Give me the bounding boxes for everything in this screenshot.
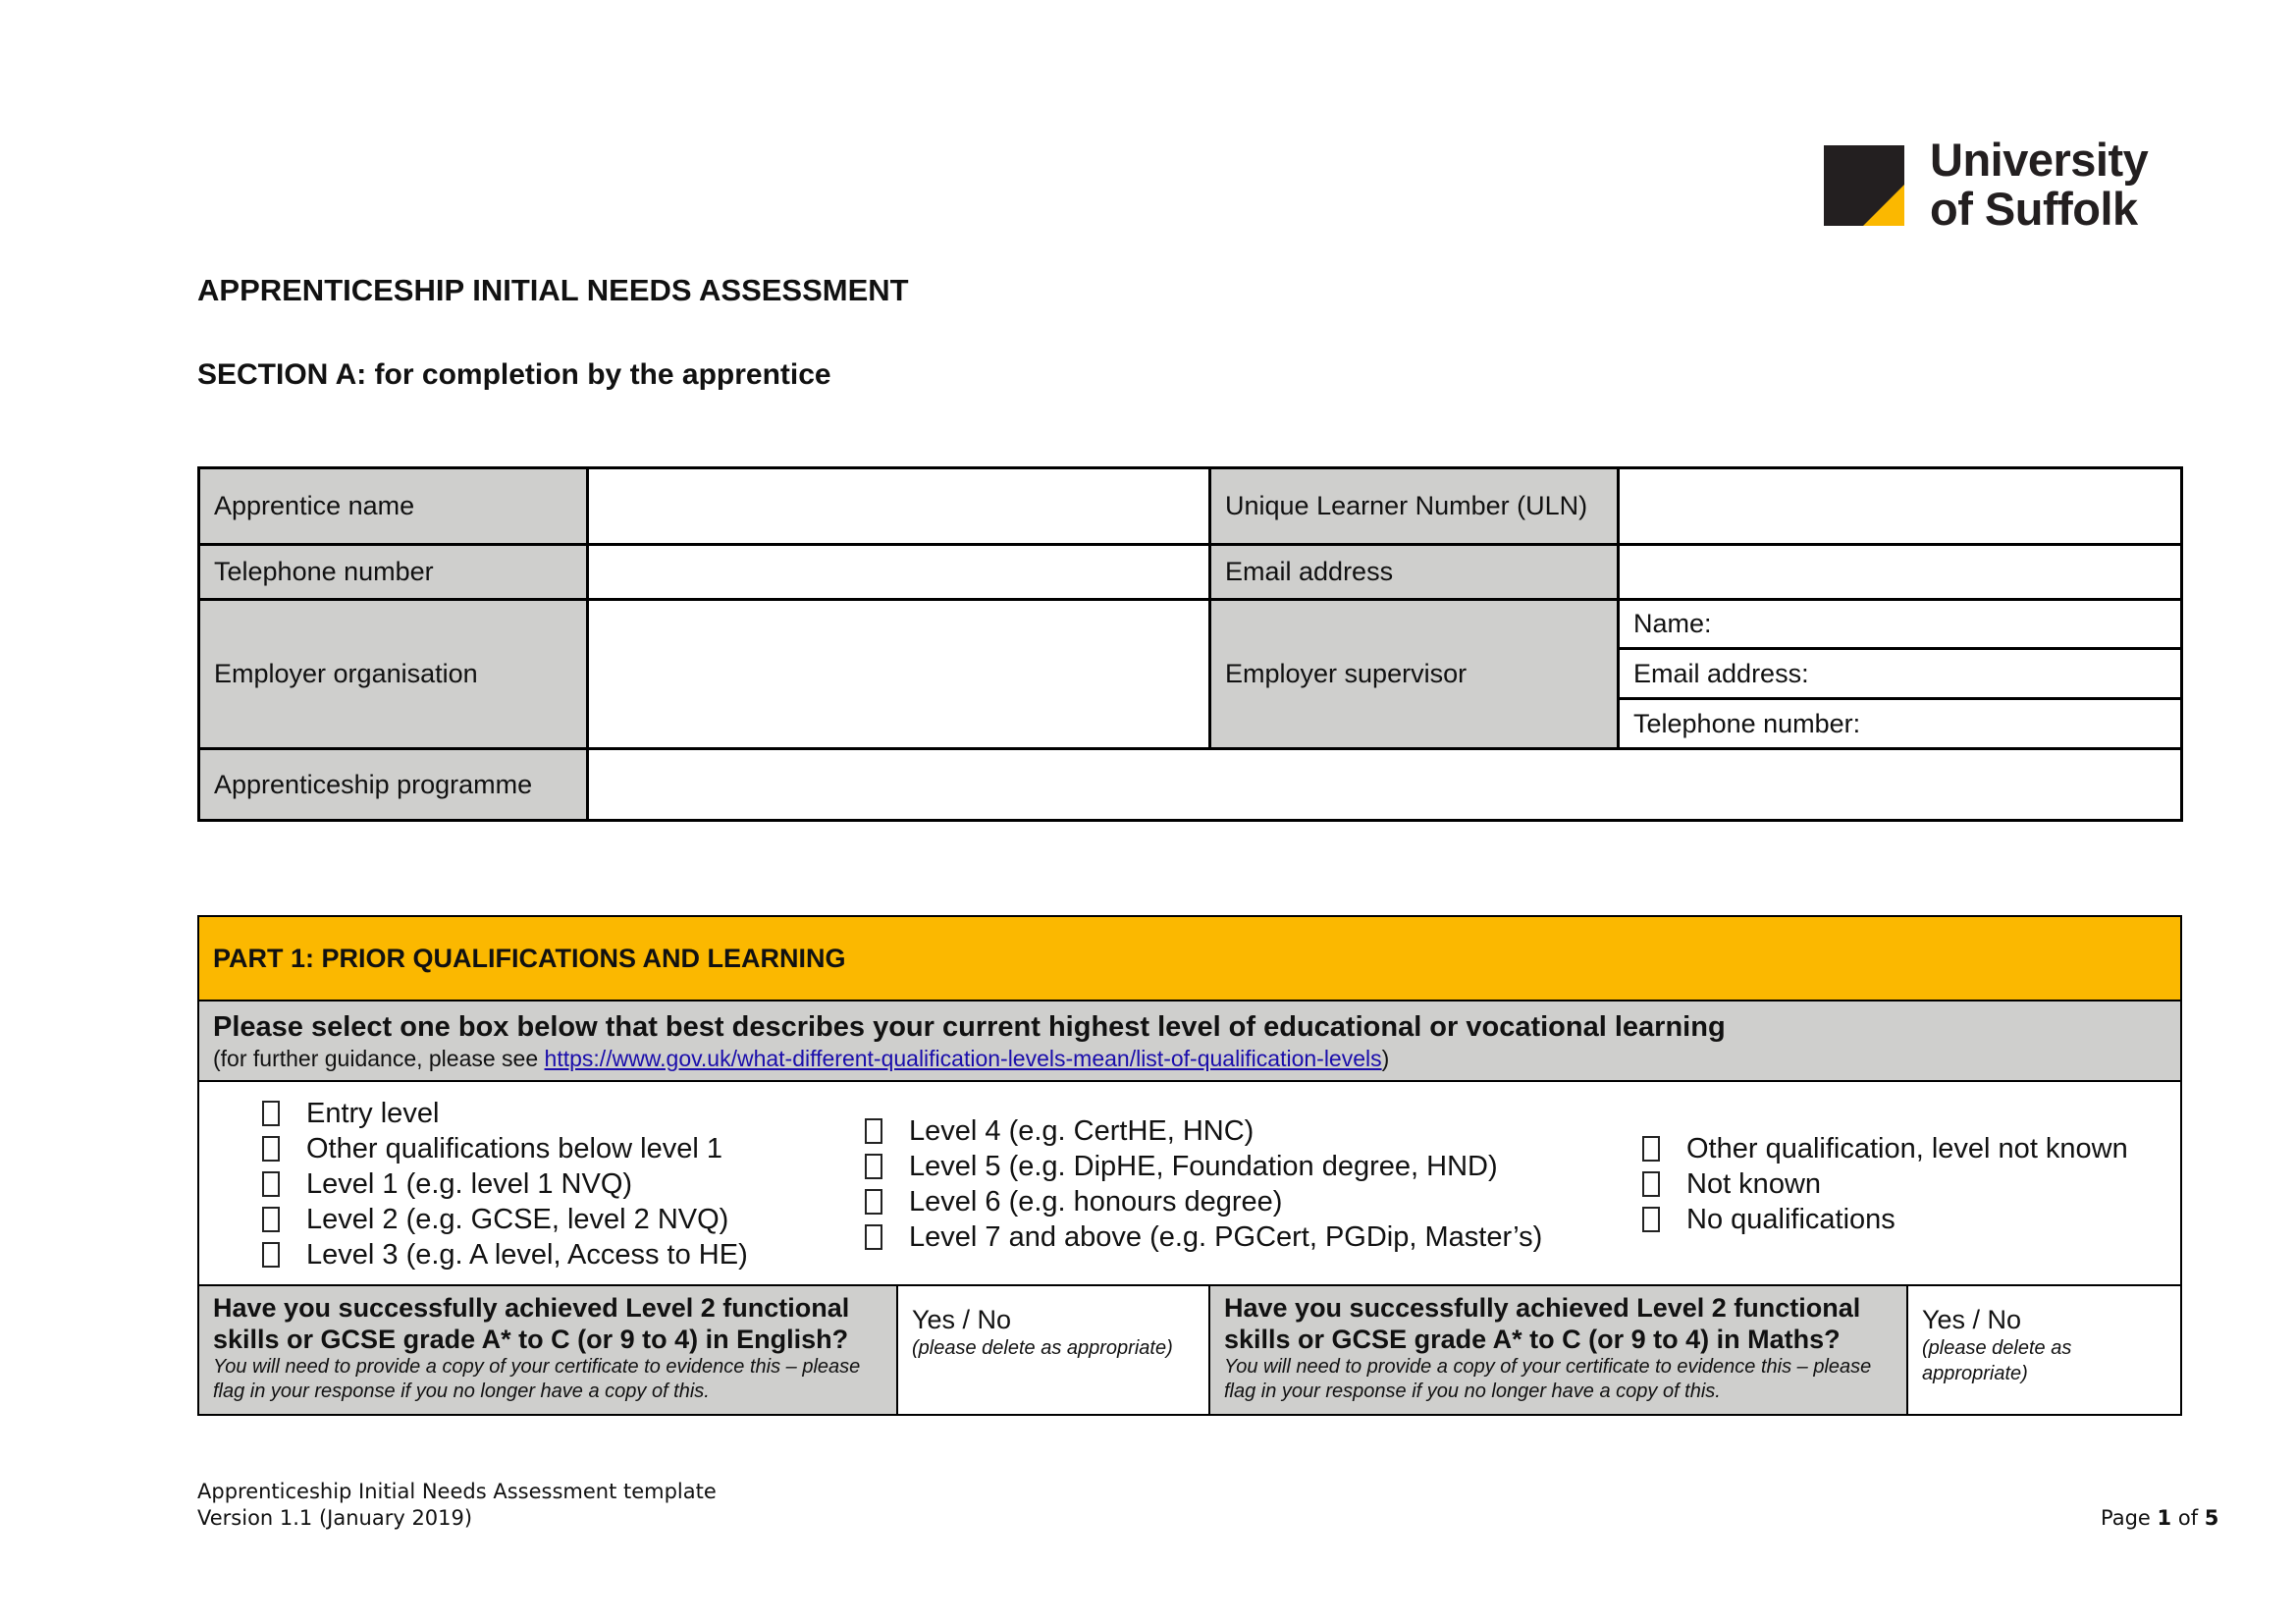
option-level-not-known[interactable] (1642, 1131, 2128, 1166)
uln-label: Unique Learner Number (ULN) (1210, 468, 1619, 545)
english-yes-no-note: (please delete as appropriate) (912, 1337, 1173, 1359)
page-total: 5 (2204, 1506, 2219, 1530)
option-level-3[interactable] (262, 1237, 748, 1272)
option-label: No qualifications (1686, 1204, 1896, 1235)
qualification-instruction: Please select one box below that best describes your current highest level of educational or vocational learning (213, 1011, 1726, 1043)
options-column-2 (865, 1113, 1542, 1255)
checkbox-icon[interactable] (262, 1242, 280, 1268)
checkbox-icon[interactable] (1642, 1171, 1660, 1197)
checkbox-icon[interactable] (262, 1136, 280, 1162)
logo-mark-icon (1824, 145, 1904, 226)
employer-supervisor-label: Employer supervisor (1210, 600, 1619, 749)
option-label: Level 5 (e.g. DipHE, Foundation degree, HND) (909, 1151, 1498, 1182)
english-question-text: Have you successfully achieved Level 2 functional skills or GCSE grade A* to C (or 9 to 4) in English? (213, 1293, 850, 1354)
university-logo (1824, 134, 2197, 238)
option-label: Entry level (306, 1098, 440, 1129)
apprentice-details-table (197, 466, 2183, 822)
supervisor-telephone-field[interactable]: Telephone number: (1619, 699, 2182, 749)
option-not-known[interactable] (1642, 1166, 2128, 1202)
option-level-4[interactable] (865, 1113, 1542, 1149)
checkbox-icon[interactable] (1642, 1136, 1660, 1162)
footer-version: Version 1.1 (January 2019) (197, 1506, 473, 1530)
guidance-text (213, 1045, 2166, 1072)
page-of: of (2177, 1506, 2199, 1530)
part1-heading: PART 1: PRIOR QUALIFICATIONS AND LEARNING (198, 916, 2181, 1001)
checkbox-icon[interactable] (865, 1189, 882, 1215)
telephone-field[interactable] (588, 545, 1210, 600)
option-below-level-1[interactable] (262, 1131, 748, 1166)
guidance-prefix: (for further guidance, please see (213, 1046, 545, 1071)
option-level-2[interactable] (262, 1202, 748, 1237)
maths-yes-no-note: (please delete as appropriate) (1922, 1337, 2072, 1384)
option-label: Other qualifications below level 1 (306, 1133, 722, 1164)
programme-label: Apprenticeship programme (199, 749, 588, 821)
option-label: Level 1 (e.g. level 1 NVQ) (306, 1168, 633, 1200)
footer-template-name: Apprenticeship Initial Needs Assessment template (197, 1480, 717, 1503)
page-label: Page (2101, 1506, 2151, 1530)
logo-line-1: University (1930, 134, 2149, 186)
page-title: APPRENTICESHIP INITIAL NEEDS ASSESSMENT (197, 273, 909, 307)
email-field[interactable] (1619, 545, 2182, 600)
qualification-prompt (198, 1001, 2181, 1081)
option-entry-level[interactable] (262, 1096, 748, 1131)
maths-answer[interactable] (1907, 1285, 2181, 1415)
apprentice-name-label: Apprentice name (199, 468, 588, 545)
supervisor-email-field[interactable]: Email address: (1619, 649, 2182, 699)
option-label: Level 3 (e.g. A level, Access to HE) (306, 1239, 748, 1271)
guidance-link[interactable]: https://www.gov.uk/what-different-qualification-levels-mean/list-of-qualification-levels (544, 1046, 1382, 1071)
option-label: Level 6 (e.g. honours degree) (909, 1186, 1283, 1218)
email-label: Email address (1210, 545, 1619, 600)
checkbox-icon[interactable] (865, 1118, 882, 1144)
checkbox-icon[interactable] (262, 1101, 280, 1126)
checkbox-icon[interactable] (262, 1207, 280, 1232)
options-column-3 (1642, 1131, 2128, 1237)
english-yes-no[interactable]: Yes / No (912, 1305, 1012, 1334)
english-answer[interactable] (897, 1285, 1209, 1415)
footer-info (197, 1479, 717, 1532)
prior-qualifications-table (197, 915, 2182, 1416)
english-question-note: You will need to provide a copy of your certificate to evidence this – please flag in your response if you no longer have a copy of this. (213, 1356, 861, 1402)
section-title: SECTION A: for completion by the apprentice (197, 358, 831, 391)
checkbox-icon[interactable] (865, 1224, 882, 1250)
maths-yes-no[interactable]: Yes / No (1922, 1305, 2022, 1334)
telephone-label: Telephone number (199, 545, 588, 600)
checkbox-icon[interactable] (262, 1171, 280, 1197)
logo-wordmark (1930, 135, 2148, 234)
employer-organisation-field[interactable] (588, 600, 1210, 749)
option-level-6[interactable] (865, 1184, 1542, 1219)
option-no-qualifications[interactable] (1642, 1202, 2128, 1237)
qualification-options (198, 1081, 2181, 1285)
uln-field[interactable] (1619, 468, 2182, 545)
page-number (2101, 1506, 2218, 1530)
maths-question-note: You will need to provide a copy of your certificate to evidence this – please flag in your response if you no longer have a copy of this. (1224, 1356, 1872, 1402)
checkbox-icon[interactable] (865, 1154, 882, 1179)
guidance-suffix: ) (1381, 1046, 1390, 1071)
option-label: Level 2 (e.g. GCSE, level 2 NVQ) (306, 1204, 729, 1235)
option-level-1[interactable] (262, 1166, 748, 1202)
programme-field[interactable] (588, 749, 2182, 821)
maths-question-text: Have you successfully achieved Level 2 functional skills or GCSE grade A* to C (or 9 to 4) in Maths? (1224, 1293, 1861, 1354)
option-level-7[interactable] (865, 1219, 1542, 1255)
employer-organisation-label: Employer organisation (199, 600, 588, 749)
option-label: Level 4 (e.g. CertHE, HNC) (909, 1115, 1255, 1147)
logo-line-2: of Suffolk (1930, 183, 2138, 235)
checkbox-icon[interactable] (1642, 1207, 1660, 1232)
option-label: Not known (1686, 1168, 1822, 1200)
apprentice-name-field[interactable] (588, 468, 1210, 545)
maths-question (1209, 1285, 1907, 1415)
option-level-5[interactable] (865, 1149, 1542, 1184)
supervisor-name-field[interactable]: Name: (1619, 600, 2182, 649)
english-question (198, 1285, 897, 1415)
option-label: Level 7 and above (e.g. PGCert, PGDip, Master’s) (909, 1221, 1543, 1253)
option-label: Other qualification, level not known (1686, 1133, 2128, 1164)
page-current: 1 (2157, 1506, 2172, 1530)
options-column-1 (262, 1096, 748, 1272)
